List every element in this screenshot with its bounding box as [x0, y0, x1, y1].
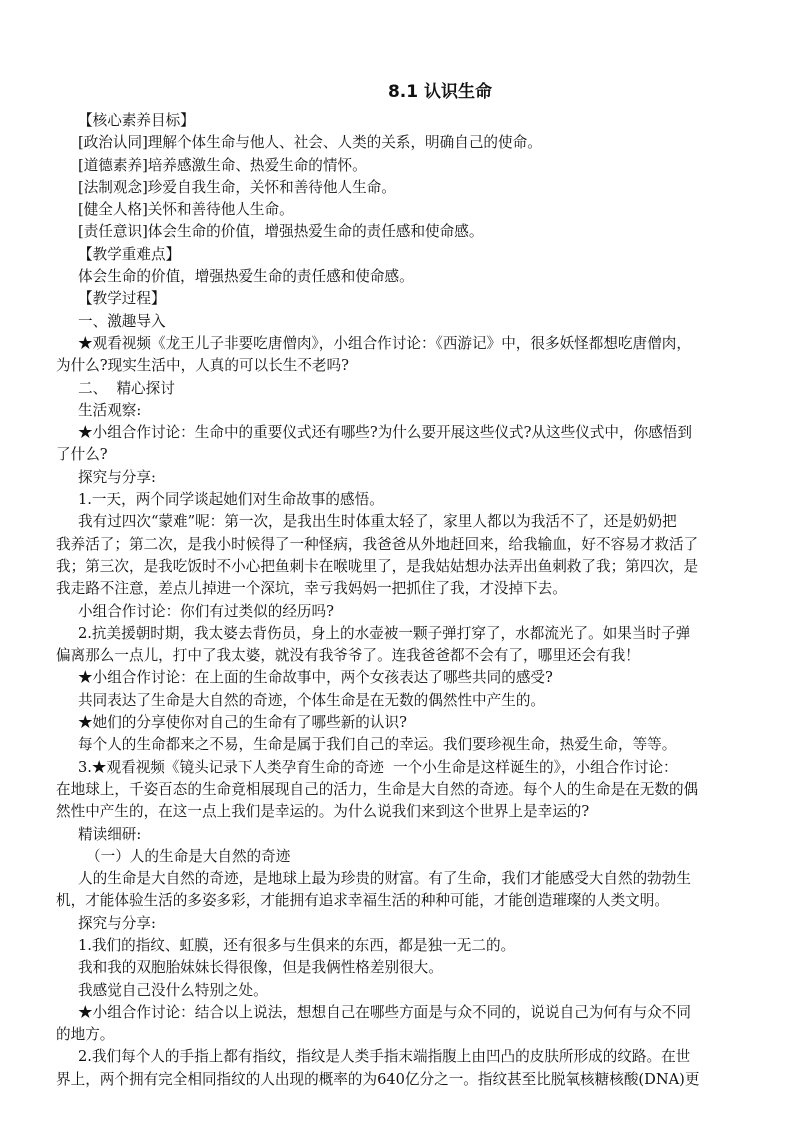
- text-line: ★她们的分享使你对自己的生命有了哪些新的认识?: [78, 714, 407, 732]
- text-line: 精读细研:: [78, 825, 142, 843]
- text-line: 生活观察:: [78, 401, 142, 419]
- text-line: 为什么?现实生活中，人真的可以长生不老吗?: [56, 357, 349, 375]
- text-line: 1.一天，两个同学谈起她们对生命故事的感悟。: [78, 491, 384, 509]
- text-line: 小组合作讨论：你们有过类似的经历吗?: [78, 602, 334, 620]
- text-line: 界上，两个拥有完全相同指纹的人出现的概率的为640亿分之一。指纹甚至比脱氧核糖核酸(DNA)更: [56, 1070, 700, 1088]
- text-line: 的地方。: [56, 1026, 115, 1044]
- document-body: [56, 110, 754, 1091]
- document-page: [56, 78, 754, 1091]
- text-line: 人的生命是大自然的奇迹，是地球上最为珍贵的财富。有了生命，我们才能感受大自然的勃勃生: [78, 870, 691, 888]
- document-title: 8.1 认识生命: [387, 82, 493, 102]
- text-line: 我感觉自己没什么特别之处。: [78, 981, 268, 999]
- text-line: ★观看视频《龙王儿子非要吃唐僧肉》，小组合作讨论：《西游记》中，很多妖怪都想吃唐僧肉，: [78, 334, 691, 352]
- text-line: 2.我们每个人的手指上都有指纹，指纹是人类手指末端指腹上由凹凸的皮肤所形成的纹路。在世: [78, 1048, 691, 1066]
- text-line: ★小组合作讨论：在上面的生命故事中，两个女孩表达了哪些共同的感受?: [78, 669, 553, 687]
- text-line: 我；第三次，是我吃饭时不小心把鱼刺卡在喉咙里了，是我姑姑想办法弄出鱼刺救了我；第四次，是: [56, 557, 699, 575]
- text-line: [责任意识]体会生命的价值，增强热爱生命的责任感和使命感。: [78, 223, 484, 241]
- subheading: 二、 精心探讨: [78, 379, 175, 397]
- text-line: 探究与分享:: [78, 914, 156, 932]
- text-line: 每个人的生命都来之不易，生命是属于我们自己的幸运。我们要珍视生命，热爱生命，等等。: [78, 736, 677, 754]
- text-line: [健全人格]关怀和善待他人生命。: [78, 201, 294, 219]
- section-heading: 【核心素养目标】: [78, 112, 195, 129]
- text-line: 我有过四次“蒙难”呢：第一次，是我出生时体重太轻了，家里人都以为我活不了，还是奶奶把: [78, 513, 677, 531]
- text-line: 机，才能体验生活的多姿多彩，才能拥有追求幸福生活的种种可能，才能创造璀璨的人类文明。: [56, 892, 669, 910]
- text-line: 体会生命的价值，增强热爱生命的责任感和使命感。: [78, 268, 414, 286]
- section-heading: 【教学过程】: [78, 290, 166, 308]
- text-line: [法制观念]珍爱自我生命，关怀和善待他人生命。: [78, 178, 396, 196]
- text-line: 2.抗美援朝时期，我太婆去背伤员，身上的水壶被一颗子弹打穿了，水都流光了。如果当时子弹: [78, 624, 691, 642]
- text-line: [道德素养]培养感激生命、热爱生命的情怀。: [78, 156, 367, 174]
- subheading: 一、激趣导入: [78, 312, 166, 330]
- text-line: ★小组合作讨论：结合以上说法，想想自己在哪些方面是与众不同的，说说自己为何有与众不同: [78, 1003, 691, 1021]
- text-line: 探究与分享:: [78, 468, 156, 486]
- text-line: 在地球上，千姿百态的生命竟相展现自己的活力，生命是大自然的奇迹。每个人的生命是在无数的偶: [56, 780, 699, 798]
- text-line: 3.★观看视频《镜头记录下人类孕育生命的奇迹 一个小生命是这样诞生的》，小组合作讨论：: [78, 758, 678, 776]
- text-line: [政治认同]理解个体生命与他人、社会、人类的关系，明确自己的使命。: [78, 134, 542, 152]
- text-line: 我和我的双胞胎妹妹长得很像，但是我俩性格差别很大。: [78, 959, 443, 977]
- subheading: （一）人的生命是大自然的奇迹: [86, 847, 291, 865]
- text-line: 1.我们的指纹、虹膜，还有很多与生俱来的东西，都是独一无二的。: [78, 936, 516, 954]
- text-line: 偏离那么一点儿，打中了我太婆，就没有我爷爷了。连我爸爸都不会有了，哪里还会有我！: [56, 647, 640, 665]
- text-line: 然性中产生的，在这一点上我们是幸运的。为什么说我们来到这个世界上是幸运的?: [56, 803, 590, 821]
- text-line: 我养活了；第二次，是我小时候得了一种怪病，我爸爸从外地赶回来，给我输血，好不容易才救活了: [56, 535, 699, 553]
- section-heading: 【教学重难点】: [78, 245, 181, 263]
- text-line: 了什么?: [56, 446, 108, 464]
- text-line: 我走路不注意，差点儿掉进一个深坑，幸亏我妈妈一把抓住了我，才没掉下去。: [56, 580, 567, 598]
- text-line: ★小组合作讨论：生命中的重要仪式还有哪些?为什么要开展这些仪式?从这些仪式中，你感悟到: [78, 424, 692, 442]
- text-line: 共同表达了生命是大自然的奇迹，个体生命是在无数的偶然性中产生的。: [78, 691, 546, 709]
